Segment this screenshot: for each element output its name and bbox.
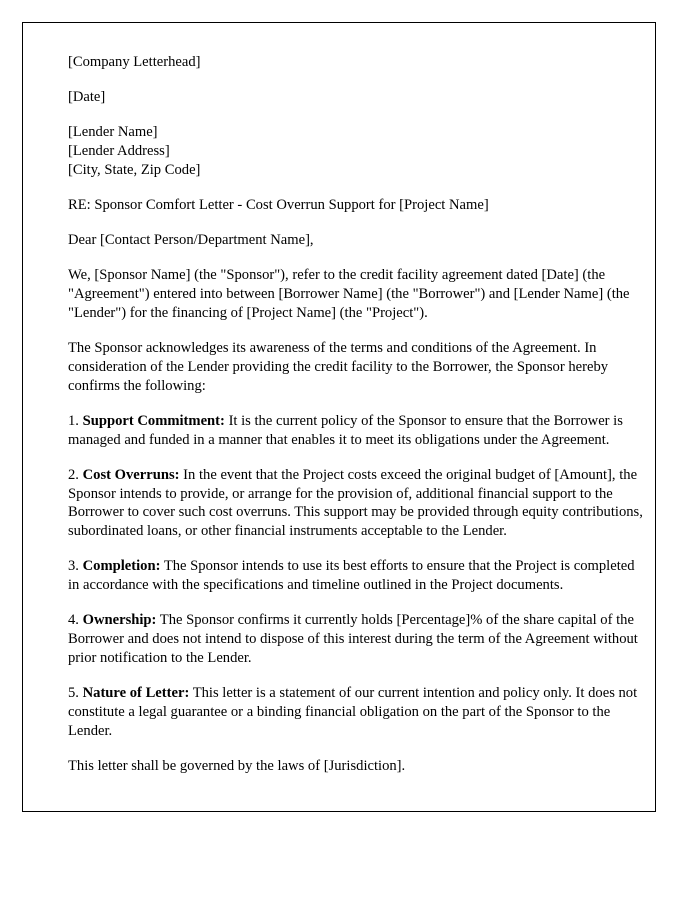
- salutation: Dear [Contact Person/Department Name],: [68, 231, 314, 248]
- clause-3-heading: Completion:: [82, 558, 161, 575]
- clause-5-heading: Nature of Letter:: [82, 685, 190, 702]
- clause-3-number: 3.: [68, 558, 79, 575]
- clause-2: [68, 466, 646, 542]
- clause-4-text: The Sponsor confirms it currently holds [Percentage]% of the share capital of the Borrower and does not intend to dispose of this interest during the term of the Agreement without prior notification to the Lender.: [68, 612, 638, 667]
- clause-2-number: 2.: [68, 466, 79, 483]
- clause-5-text: This letter is a statement of our current intention and policy only. It does not constitute a legal guarantee or a binding financial obligation on the part of the Sponsor to the Lender.: [68, 685, 638, 740]
- clause-2-text: In the event that the Project costs exceed the original budget of [Amount], the Sponsor intends to provide, or arrange for the provision of, additional financial support to the Borrower to cover such cost overruns. This support may be provided through equity contributions, subordinated loans, or other financial instruments acceptable to the Lender.: [68, 466, 643, 540]
- company-letterhead: [Company Letterhead]: [68, 54, 201, 70]
- clause-1-text: It is the current policy of the Sponsor to ensure that the Borrower is managed and funded in a manner that enables it to meet its obligations under the Agreement.: [68, 412, 623, 448]
- subject-line: RE: Sponsor Comfort Letter - Cost Overrun Support for [Project Name]: [68, 196, 489, 213]
- recipient-city-state-zip: [City, State, Zip Code]: [68, 161, 201, 178]
- recipient-name: [Lender Name]: [68, 123, 158, 140]
- letter-date: [Date]: [68, 88, 106, 105]
- governing-law-paragraph: This letter shall be governed by the laws of [Jurisdiction].: [68, 758, 406, 775]
- letter-body: [68, 53, 646, 792]
- clause-1: [68, 412, 646, 450]
- clause-1-heading: Support Commitment:: [82, 412, 225, 429]
- letter-sheet: [22, 22, 656, 812]
- clause-1-number: 1.: [68, 412, 79, 429]
- clause-5: [68, 684, 646, 741]
- clause-4-heading: Ownership:: [82, 612, 157, 629]
- clause-2-heading: Cost Overruns:: [82, 466, 180, 483]
- clause-3-text: The Sponsor intends to use its best efforts to ensure that the Project is completed in accordance with the specifications and timeline outlined in the Project documents.: [68, 558, 635, 594]
- acknowledgement-paragraph: The Sponsor acknowledges its awareness of the terms and conditions of the Agreement. In consideration of the Lender providing the credit facility to the Borrower, the Sponsor hereby confirms the following:: [68, 339, 609, 394]
- recipient-address: [68, 123, 646, 180]
- clause-4: [68, 611, 646, 668]
- clause-3: [68, 557, 646, 595]
- clause-4-number: 4.: [68, 612, 79, 629]
- recipient-street: [Lender Address]: [68, 142, 170, 159]
- intro-paragraph: We, [Sponsor Name] (the "Sponsor"), refer to the credit facility agreement dated [Date] (the "Agreement") entered into between [Borrower Name] (the "Borrower") and [Lender Name] (the "Lender") for the financing of [Project Name] (the "Project").: [68, 266, 630, 321]
- clause-5-number: 5.: [68, 685, 79, 702]
